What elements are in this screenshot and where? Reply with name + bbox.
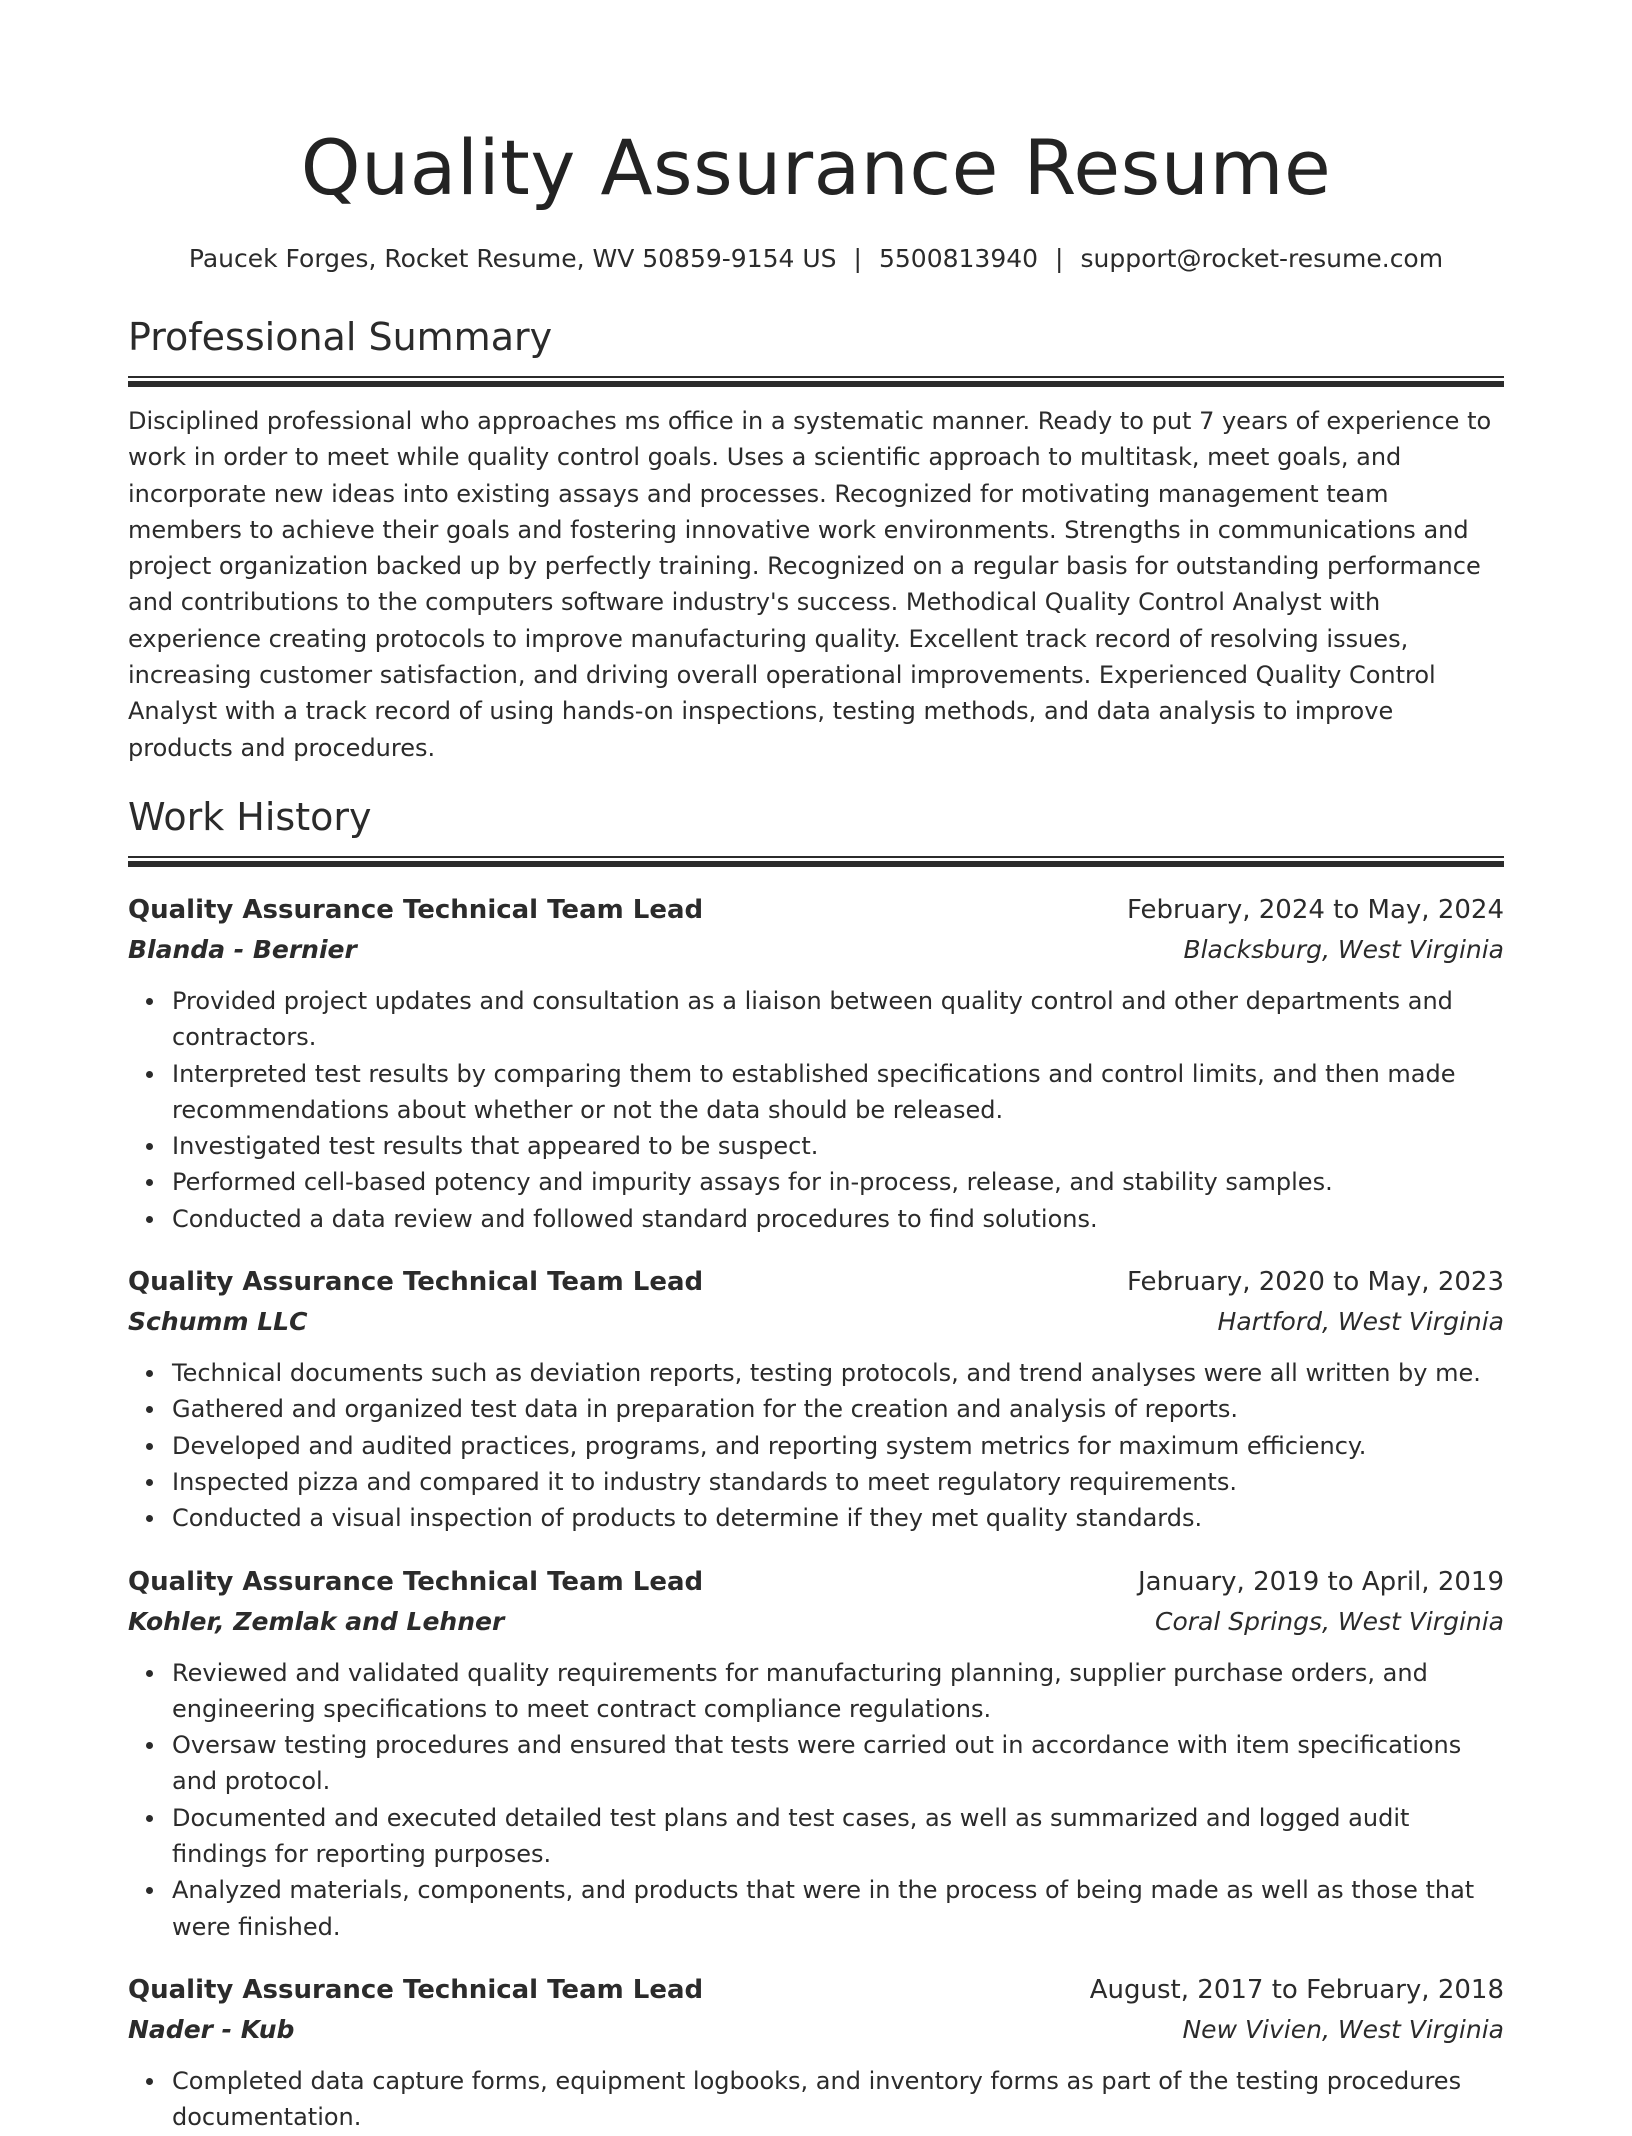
resume-title: Quality Assurance Resume xyxy=(300,123,1332,212)
job-dates: August, 2017 to February, 2018 xyxy=(1089,1974,1504,2005)
job-dates: February, 2024 to May, 2024 xyxy=(1127,894,1504,925)
job-bullet-list xyxy=(128,983,1504,1237)
job-company: Blanda - Bernier xyxy=(128,934,357,964)
job-title: Quality Assurance Technical Team Lead xyxy=(128,1267,704,1298)
job-header-row xyxy=(128,1971,1504,2010)
contact-separator: | xyxy=(853,244,862,273)
contact-address: Paucek Forges, Rocket Resume, WV 50859-9154 US xyxy=(188,244,837,273)
job-location: Coral Springs, West Virginia xyxy=(1155,1606,1504,1636)
job-bullet: Gathered and organized test data in preparation for the creation and analysis of reports. xyxy=(172,1391,1504,1427)
section-divider xyxy=(128,856,1504,867)
job-title: Quality Assurance Technical Team Lead xyxy=(128,1974,704,2005)
section-title-work-history: Work History xyxy=(128,794,372,839)
job-header-row xyxy=(128,891,1504,930)
section-divider xyxy=(128,376,1504,387)
job-company: Schumm LLC xyxy=(128,1307,308,1337)
job-bullet: Investigated test results that appeared to be suspect. xyxy=(172,1128,1504,1164)
job-entry xyxy=(128,891,1504,1237)
job-location: Blacksburg, West Virginia xyxy=(1183,934,1504,964)
job-bullet-list xyxy=(128,1655,1504,1945)
job-company: Nader - Kub xyxy=(128,2014,295,2044)
job-bullet: Performed cell-based potency and impurity assays for in-process, release, and stability samples. xyxy=(172,1164,1504,1200)
contact-phone: 5500813940 xyxy=(878,244,1039,273)
job-header-row xyxy=(128,1563,1504,1602)
job-company: Kohler, Zemlak and Lehner xyxy=(128,1606,505,1636)
job-company-row xyxy=(128,930,1504,969)
contact-separator: | xyxy=(1055,244,1064,273)
job-company-row xyxy=(128,1302,1504,1341)
contact-email: support@rocket-resume.com xyxy=(1080,244,1444,273)
job-dates: February, 2020 to May, 2023 xyxy=(1127,1267,1504,1298)
job-entry xyxy=(128,1263,1504,1536)
job-bullet: Interpreted test results by comparing them to established specifications and control limits, and then made recommendations about whether or not the data should be released. xyxy=(172,1056,1504,1129)
job-bullet: Completed data capture forms, equipment logbooks, and inventory forms as part of the testing procedures documentation. xyxy=(172,2063,1504,2136)
summary-text: Disciplined professional who approaches ms office in a systematic manner. Ready to put 7 years of experience to work in order to meet while quality control goals. Uses a scientific approach to multitask, meet goals, and incorporate new ideas into existing assays and processes. Recognized for motivating management team members to achieve their goals and fostering innovative work environments. Strengths in communications and project organization backed up by perfectly training. Recognized on a regular basis for outstanding performance and contributions to the computers software industry's success. Methodical Quality Control Analyst with experience creating protocols to improve manufacturing quality. Excellent track record of resolving issues, increasing customer satisfaction, and driving overall operational improvements. Experienced Quality Control Analyst with a track record of using hands-on inspections, testing methods, and data analysis to improve products and procedures. xyxy=(128,407,1492,762)
job-company-row xyxy=(128,2010,1504,2049)
job-company-row xyxy=(128,1602,1504,1641)
job-dates: January, 2019 to April, 2019 xyxy=(1137,1566,1504,1597)
resume-page xyxy=(128,0,1504,2136)
job-header-row xyxy=(128,1263,1504,1302)
job-location: New Vivien, West Virginia xyxy=(1182,2014,1504,2044)
job-bullet: Analyzed materials, components, and products that were in the process of being made as well as those that were finished. xyxy=(172,1872,1504,1945)
job-title: Quality Assurance Technical Team Lead xyxy=(128,1566,704,1597)
job-bullet: Conducted a visual inspection of products to determine if they met quality standards. xyxy=(172,1500,1504,1536)
job-location: Hartford, West Virginia xyxy=(1217,1307,1504,1337)
job-bullet: Reviewed and validated quality requirements for manufacturing planning, supplier purchase orders, and engineering specifications to meet contract compliance regulations. xyxy=(172,1655,1504,1728)
job-bullet: Documented and executed detailed test plans and test cases, as well as summarized and logged audit findings for reporting purposes. xyxy=(172,1800,1504,1873)
job-bullet-list xyxy=(128,2063,1504,2136)
job-bullet: Oversaw testing procedures and ensured that tests were carried out in accordance with item specifications and protocol. xyxy=(172,1727,1504,1800)
section-title-professional-summary: Professional Summary xyxy=(128,315,553,359)
contact-info xyxy=(128,242,1504,276)
job-bullet: Inspected pizza and compared it to industry standards to meet regulatory requirements. xyxy=(172,1464,1504,1500)
job-bullet: Technical documents such as deviation reports, testing protocols, and trend analyses were all written by me. xyxy=(172,1355,1504,1391)
job-bullet: Developed and audited practices, programs, and reporting system metrics for maximum efficiency. xyxy=(172,1428,1504,1464)
job-entry xyxy=(128,1971,1504,2136)
job-bullet: Conducted a data review and followed standard procedures to find solutions. xyxy=(172,1201,1504,1237)
job-entry xyxy=(128,1563,1504,1945)
job-title: Quality Assurance Technical Team Lead xyxy=(128,894,704,925)
job-bullet-list xyxy=(128,1355,1504,1536)
job-bullet: Provided project updates and consultation as a liaison between quality control and other departments and contractors. xyxy=(172,983,1504,1056)
